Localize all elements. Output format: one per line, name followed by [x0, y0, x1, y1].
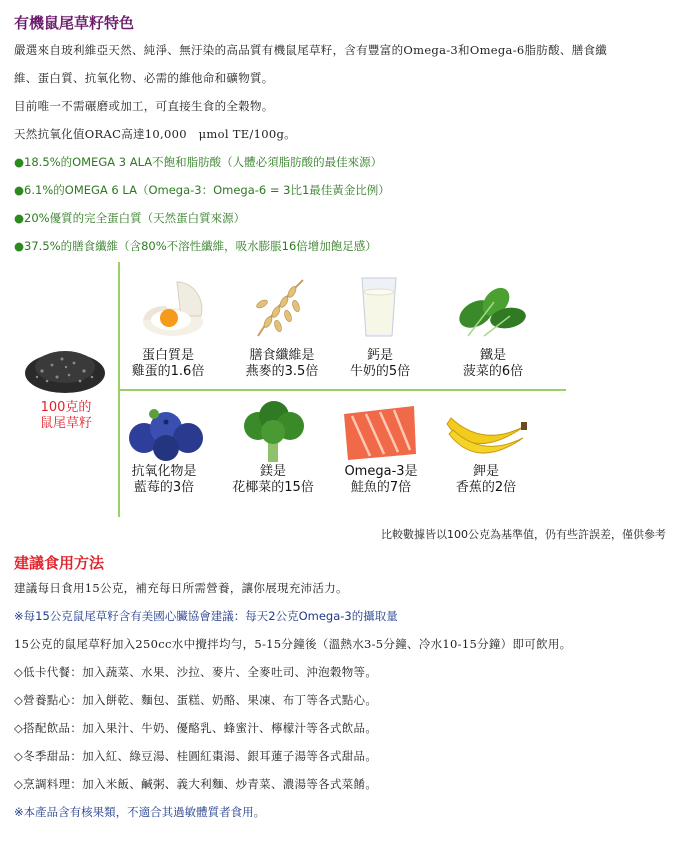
comparison-caption: 蛋白質是 雞蛋的1.6倍 [131, 348, 205, 379]
allergy-note: ※本產品含有核果類，不適合其過敏體質者食用。 [14, 805, 266, 819]
comparison-caption: 鐵是 菠菜的6倍 [462, 348, 524, 379]
oat-icon [248, 274, 318, 340]
diamond-icon: ◇ [14, 721, 24, 735]
milk-icon [356, 274, 402, 340]
center-label: 100克的 鼠尾草籽 [39, 400, 92, 431]
bullet-icon: ● [14, 211, 25, 225]
diamond-icon: ◇ [14, 777, 24, 791]
diamond-icon: ◇ [14, 693, 24, 707]
bullet-icon: ● [14, 155, 25, 169]
usage-item: ◇冬季甜品：加入紅、綠豆湯、桂圓紅棗湯、銀耳蓮子湯等各式甜品。 [14, 749, 378, 763]
usage-item: ◇營養點心：加入餅乾、麵包、蛋糕、奶酪、果凍、布丁等各式點心。 [14, 693, 378, 707]
feature-bullet: ●18.5%的OMEGA 3 ALA不飽和脂肪酸（人體必須脂肪酸的最佳來源） [14, 155, 383, 169]
intro-line: 維、蛋白質、抗氧化物、必需的維他命和礦物質。 [14, 71, 274, 85]
usage-item: ◇搭配飲品：加入果汁、牛奶、優酪乳、蜂蜜汁、檸檬汁等各式飲品。 [14, 721, 378, 735]
usage-item: ◇低卡代餐：加入蔬菜、水果、沙拉、麥片、全麥吐司、沖泡穀物等。 [14, 665, 378, 679]
bullet-icon: ● [14, 239, 25, 253]
comparison-caption: 抗氧化物是 藍莓的3倍 [131, 464, 197, 495]
banana-icon [443, 404, 529, 462]
egg-icon [135, 276, 215, 340]
section-title-usage: 建議食用方法 [14, 554, 105, 572]
usage-line: 15公克的鼠尾草籽加入250cc水中攪拌均勻，5-15分鐘後（溫熱水3-5分鐘、冷水10-15分鐘）即可飲用。 [14, 637, 572, 651]
comparison-caption: Omega-3是 鮭魚的7倍 [344, 464, 418, 495]
intro-line: 目前唯一不需碾磨或加工，可直接生食的全穀物。 [14, 99, 274, 113]
section-title-features: 有機鼠尾草籽特色 [14, 14, 135, 32]
intro-line: 嚴選來自玻利維亞天然、純淨、無汙染的高品質有機鼠尾草籽，含有豐富的Omega-3和Omega-6脂肪酸、膳食纖 [14, 43, 608, 57]
feature-bullet: ●20%優質的完全蛋白質（天然蛋白質來源） [14, 211, 246, 225]
comparison-footnote: 比較數據皆以100公克為基準值，仍有些許誤差，僅供參考 [381, 528, 666, 541]
comparison-caption: 鎂是 花椰菜的15倍 [232, 464, 314, 495]
usage-item: ◇烹調料理：加入米飯、鹹粥、義大利麵、炒青菜、濃湯等各式菜餚。 [14, 777, 378, 791]
salmon-icon [340, 402, 420, 464]
comparison-caption: 膳食纖維是 燕麥的3.5倍 [245, 348, 319, 379]
feature-bullet: ●6.1%的OMEGA 6 LA（Omega-3：Omega-6 = 3比1最佳黃金比例） [14, 183, 390, 197]
comparison-infographic [0, 262, 676, 527]
intro-line: 天然抗氧化值ORAC高達10,000 μmol TE/100g。 [14, 127, 296, 141]
diamond-icon: ◇ [14, 665, 24, 679]
feature-bullet: ●37.5%的膳食纖維（含80%不溶性纖維，吸水膨脹16倍增加飽足感） [14, 239, 377, 253]
divider-horizontal [118, 389, 566, 391]
broccoli-icon [240, 400, 306, 464]
diamond-icon: ◇ [14, 749, 24, 763]
spinach-icon [454, 276, 530, 340]
bullet-icon: ● [14, 183, 25, 197]
chia-seeds-icon [22, 337, 108, 397]
usage-note: ※每15公克鼠尾草籽含有美國心臟協會建議：每天2公克Omega-3的攝取量 [14, 609, 398, 623]
comparison-caption: 鈣是 牛奶的5倍 [349, 348, 411, 379]
usage-line: 建議每日食用15公克，補充每日所需營養，讓你展現充沛活力。 [14, 581, 348, 595]
comparison-caption: 鉀是 香蕉的2倍 [455, 464, 517, 495]
blueberry-icon [124, 404, 210, 462]
